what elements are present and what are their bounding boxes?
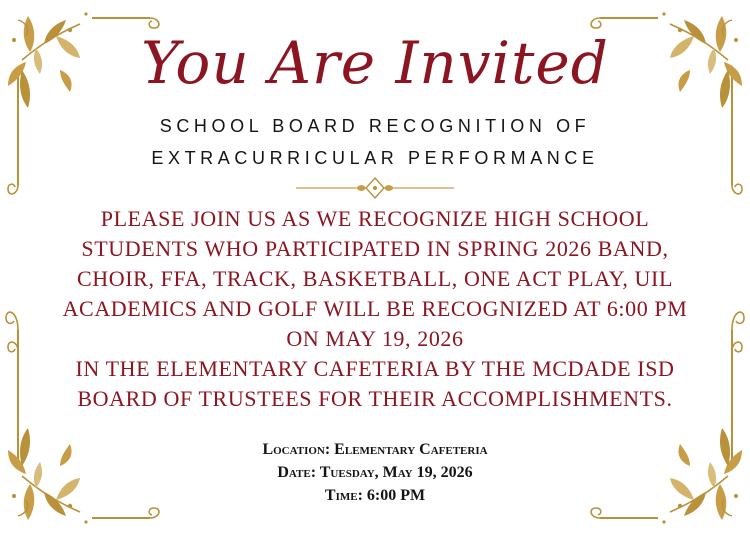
event-time: Time: 6:00 PM — [324, 487, 426, 504]
message-line: BOARD OF TRUSTEES FOR THEIR ACCOMPLISHMENTS. — [77, 386, 673, 411]
event-date: Date: Tuesday, May 19, 2026 — [277, 464, 473, 481]
event-location: Location: Elementary Cafeteria — [262, 441, 488, 458]
invitation-message — [40, 204, 710, 414]
subtitle-line-2: EXTRACURRICULAR PERFORMANCE — [151, 148, 599, 168]
message-line: IN THE ELEMENTARY CAFETERIA BY THE MCDADE ISD — [75, 356, 675, 381]
message-line: ON MAY 19, 2026 — [286, 326, 464, 351]
message-line: PLEASE JOIN US AS WE RECOGNIZE HIGH SCHOOL — [100, 206, 650, 231]
message-line: STUDENTS WHO PARTICIPATED IN SPRING 2026 BAND, — [81, 236, 669, 261]
side-flourish-left — [6, 312, 18, 360]
event-details — [0, 438, 750, 507]
side-flourish-right — [732, 312, 744, 360]
message-line: ACADEMICS AND GOLF WILL BE RECOGNIZED AT 6:00 PM — [62, 296, 688, 321]
invitation-title: You Are Invited — [141, 29, 609, 97]
divider-ornament — [296, 178, 454, 198]
message-line: CHOIR, FFA, TRACK, BASKETBALL, ONE ACT PLAY, UIL — [77, 266, 673, 291]
subtitle-line-1: SCHOOL BOARD RECOGNITION OF — [159, 116, 591, 136]
